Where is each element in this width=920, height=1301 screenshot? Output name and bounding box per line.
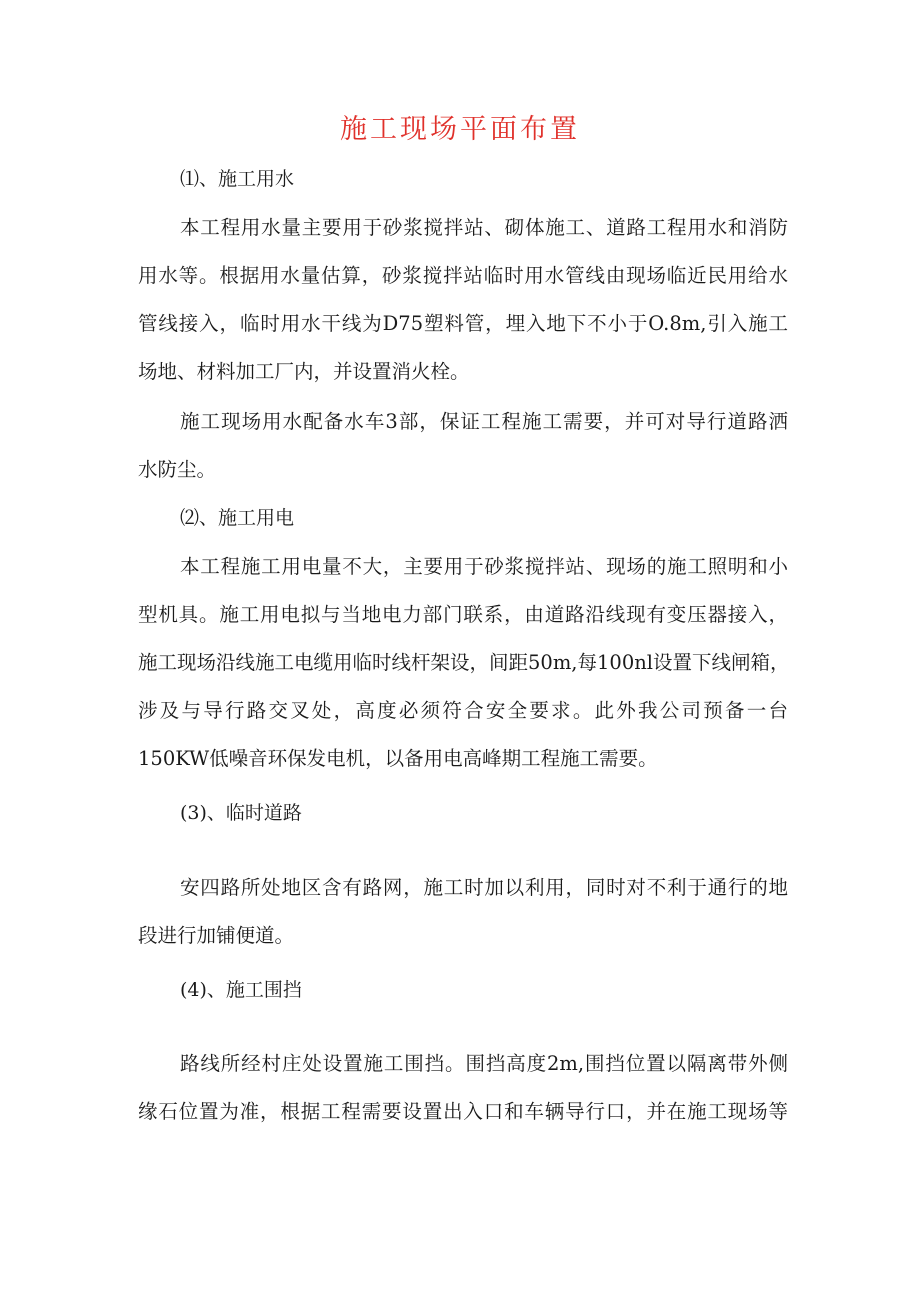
- section-heading-electricity: ⑵、施工用电: [180, 507, 295, 529]
- paragraph-line: 水防尘。: [138, 458, 217, 481]
- section-heading-temporary-roads: (3)、临时道路: [180, 802, 302, 824]
- paragraph-line: 型机具。施工用电拟与当地电力部门联系，由道路沿线现有变压器接入，: [138, 603, 788, 626]
- paragraph-line: 涉及与导行路交叉处，高度必须符合安全要求。此外我公司预备一台: [138, 699, 788, 722]
- paragraph-temporary-roads: [138, 864, 788, 960]
- paragraph-line: 段进行加铺便道。: [138, 924, 295, 947]
- section-heading-enclosure: (4)、施工围挡: [180, 979, 302, 1001]
- paragraph-line: 场地、材料加工厂内，并设置消火栓。: [138, 360, 470, 383]
- paragraph-enclosure: [138, 1040, 788, 1136]
- section-heading-water: ⑴、施工用水: [180, 168, 295, 190]
- paragraph-line: 安四路所处地区含有路网，施工时加以利用，同时对不利于通行的地: [180, 876, 788, 899]
- paragraph-line: 路线所经村庄处设置施工围挡。围挡高度2m,围挡位置以隔离带外侧: [180, 1052, 788, 1075]
- paragraph-line: 本工程施工用电量不大，主要用于砂浆搅拌站、现场的施工照明和小: [180, 555, 788, 578]
- paragraph-water-trucks: [138, 398, 788, 494]
- page-title: 施工现场平面布置: [340, 114, 580, 145]
- paragraph-line: 施工现场沿线施工电缆用临时线杆架设，间距50m,每100nl设置下线闸箱，: [138, 651, 790, 674]
- paragraph-line: 本工程用水量主要用于砂浆搅拌站、砌体施工、道路工程用水和消防: [180, 216, 788, 239]
- paragraph-water-usage: [138, 204, 788, 396]
- paragraph-line: 用水等。根据用水量估算，砂浆搅拌站临时用水管线由现场临近民用给水: [138, 264, 788, 287]
- paragraph-line: 150KW低噪音环保发电机，以备用电高峰期工程施工需要。: [138, 747, 658, 770]
- paragraph-line: 施工现场用水配备水车3部，保证工程施工需要，并可对导行道路洒: [180, 410, 788, 433]
- paragraph-line: 管线接入，临时用水干线为D75塑料管，埋入地下不小于O.8m,引入施工: [138, 312, 788, 335]
- paragraph-line: 缘石位置为准，根据工程需要设置出入口和车辆导行口，并在施工现场等: [138, 1100, 788, 1123]
- paragraph-electricity-usage: [138, 543, 788, 783]
